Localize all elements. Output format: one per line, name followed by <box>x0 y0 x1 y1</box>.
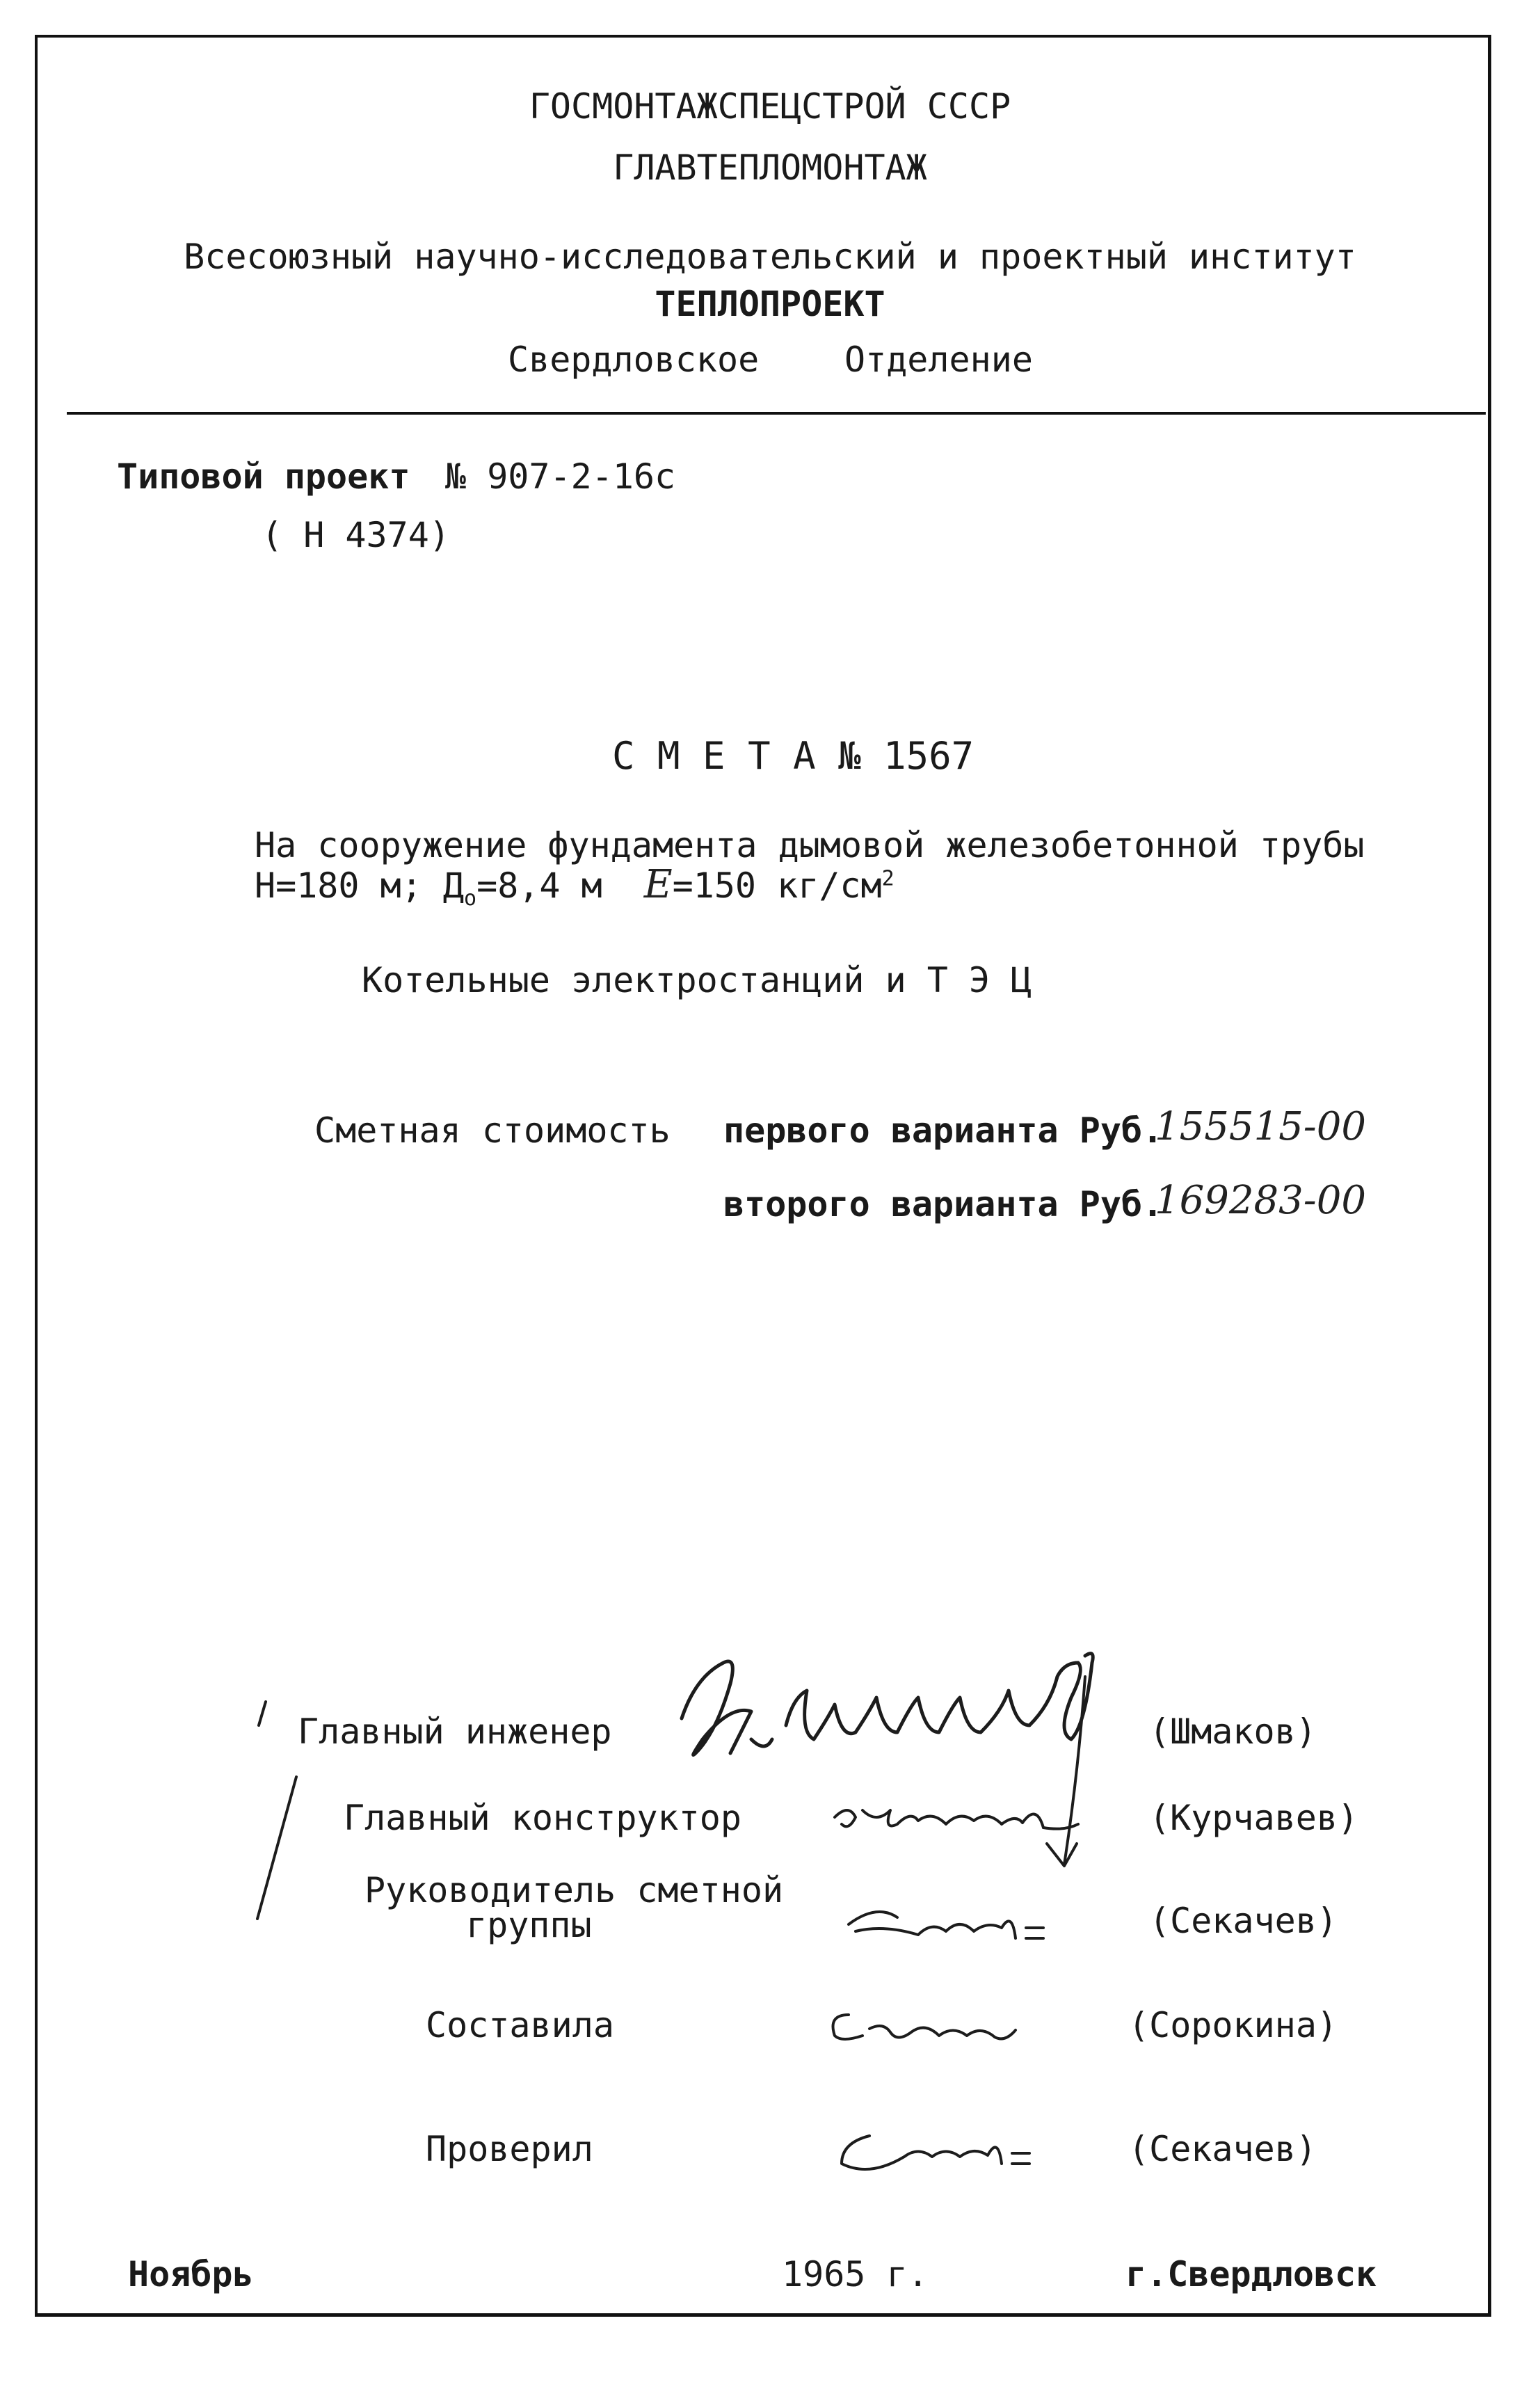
role-compiled-by: Составила <box>426 2005 614 2045</box>
directorate-title: ГЛАВТЕПЛОМОНТАЖ <box>613 147 927 188</box>
footer-month: Ноябрь <box>128 2254 254 2294</box>
estimate-subject-line1: На сооружение фундамента дымовой железобетонной трубы <box>255 825 1365 865</box>
signature-chief-designer <box>828 1789 1092 1852</box>
name-compiled-by: (Сорокина) <box>1128 2005 1338 2045</box>
strength-value: =150 кг/см <box>672 865 882 906</box>
header-divider <box>67 412 1486 415</box>
page-border <box>35 35 1491 2317</box>
institute-name: ТЕПЛОПРОЕКТ <box>655 284 885 324</box>
name-chief-designer: (Курчавев) <box>1149 1798 1359 1838</box>
role-checked-by: Проверил <box>426 2129 593 2169</box>
project-number: № 907-2-16с <box>445 456 676 497</box>
strength-symbol: E <box>643 862 673 907</box>
signature-estimate-head <box>835 1897 1064 1959</box>
diameter-subscript: о <box>464 886 477 911</box>
name-checked-by: (Секачев) <box>1128 2129 1317 2169</box>
diameter-value: =8,4 м <box>476 865 602 906</box>
cost-variant1-value: 155515-00 <box>1155 1104 1366 1149</box>
footer-year: 1965 г. <box>782 2254 929 2294</box>
strength-superscript: 2 <box>881 866 895 891</box>
role-estimate-head: Руководитель сметной <box>364 1870 784 1910</box>
footer-city: г.Свердловск <box>1125 2254 1377 2294</box>
name-estimate-head: (Секачев) <box>1149 1901 1338 1941</box>
role-chief-engineer: Главный инженер <box>298 1711 612 1752</box>
slash-mark-2 <box>257 1777 296 1919</box>
name-chief-engineer: (Шмаков) <box>1149 1711 1317 1752</box>
cost-label: Сметная стоимость <box>314 1110 671 1151</box>
category-line: Котельные электростанций и Т Э Ц <box>362 960 1032 1000</box>
signature-checked-by <box>828 2115 1057 2185</box>
estimate-title: С М Е Т А № 1567 <box>612 734 974 778</box>
cost-variant2-label: второго варианта Руб. <box>723 1184 1164 1224</box>
cost-variant2-value: 169283-00 <box>1155 1178 1366 1223</box>
signature-compiled-by <box>821 1994 1029 2063</box>
ministry-title: ГОСМОНТАЖСПЕЦСТРОЙ СССР <box>529 86 1011 127</box>
department-left: Свердловское <box>508 340 760 380</box>
project-label: Типовой проект <box>117 456 410 497</box>
department-right: Отделение <box>844 340 1033 380</box>
role-estimate-head-line2: группы <box>466 1905 592 1945</box>
signature-chief-engineer <box>668 1635 1155 1899</box>
slash-mark-1 <box>259 1702 266 1725</box>
role-chief-designer: Главный конструктор <box>344 1798 741 1838</box>
height-value: Н=180 м; Д <box>255 865 465 906</box>
cost-variant1-label: первого варианта Руб. <box>723 1110 1164 1151</box>
project-code: ( Н 4374) <box>262 515 450 555</box>
estimate-subject-line2 <box>255 862 895 911</box>
institute-line: Всесоюзный научно-исследовательский и проектный институт <box>184 237 1356 277</box>
